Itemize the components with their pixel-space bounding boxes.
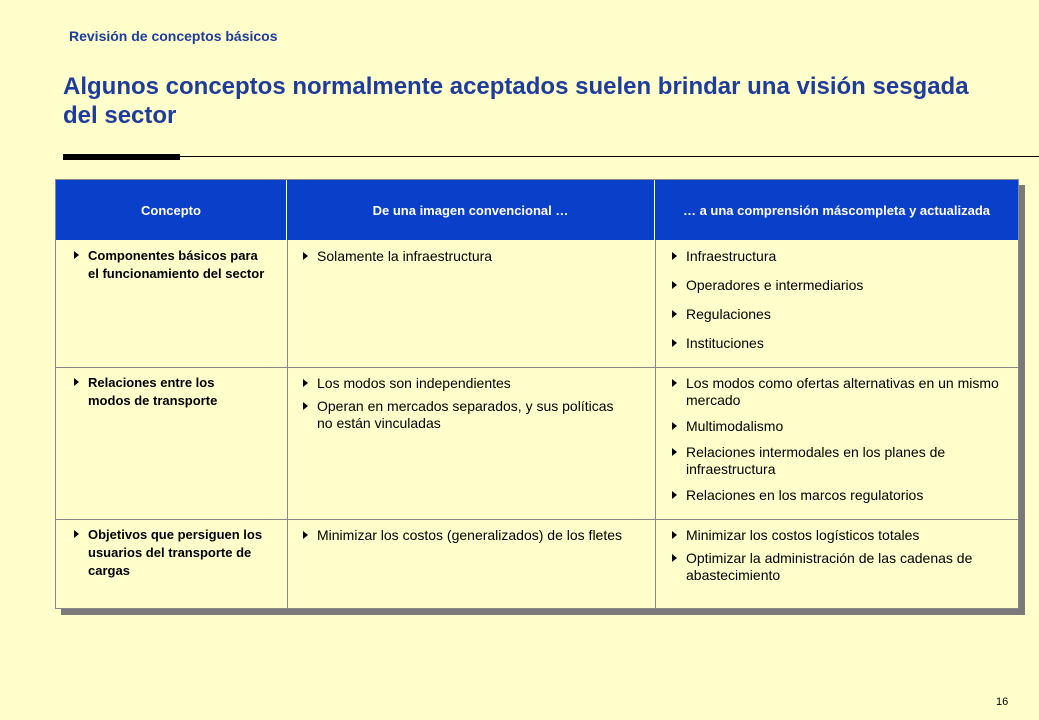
- list-item: Operadores e intermediarios: [668, 277, 1008, 294]
- list-item: Los modos son independientes: [299, 375, 629, 392]
- list-item: Optimizar la administración de las cadenas de abastecimiento: [668, 550, 1008, 584]
- row-divider: [56, 367, 1018, 368]
- table-row-1-concept: [70, 247, 270, 283]
- table-row-1-comprehensive: [668, 248, 1008, 352]
- row-divider: [56, 519, 1018, 520]
- list-item: Minimizar los costos (generalizados) de los fletes: [299, 527, 644, 544]
- column-header-concept: Concepto: [56, 180, 287, 240]
- table-row-2-comprehensive: [668, 375, 1013, 504]
- column-header-comprehensive-line2: completa y actualizada: [848, 202, 991, 218]
- list-item: Relaciones en los marcos regulatorios: [668, 487, 1013, 504]
- list-item: Infraestructura: [668, 248, 1008, 265]
- title-underline: [180, 156, 1039, 157]
- list-item: Minimizar los costos logísticos totales: [668, 527, 1008, 544]
- section-label: Revisión de conceptos básicos: [69, 28, 278, 44]
- table-row-3-concept: [70, 526, 270, 580]
- comparison-table: [55, 179, 1019, 609]
- list-item: Relaciones entre los modos de transporte: [70, 374, 260, 410]
- table-row-2-conventional: [299, 375, 629, 432]
- table-row-3-conventional: [299, 527, 644, 544]
- list-item: Operan en mercados separados, y sus políticas no están vinculadas: [299, 398, 629, 432]
- list-item: Instituciones: [668, 335, 1008, 352]
- list-item: Relaciones intermodales en los planes de infraestructura: [668, 444, 1013, 478]
- table-row-3-comprehensive: [668, 527, 1008, 584]
- list-item: Multimodalismo: [668, 418, 1013, 435]
- list-item: Objetivos que persiguen los usuarios del transporte de cargas: [70, 526, 270, 580]
- list-item: Regulaciones: [668, 306, 1008, 323]
- table-row-2-concept: [70, 374, 260, 410]
- column-divider: [655, 240, 656, 608]
- list-item: Solamente la infraestructura: [299, 248, 639, 265]
- page-title: Algunos conceptos normalmente aceptados suelen brindar una visión sesgada del sector: [63, 73, 969, 129]
- page-number: 16: [996, 696, 1009, 708]
- list-item: Los modos como ofertas alternativas en un mismo mercado: [668, 375, 1013, 409]
- column-header-conventional: De una imagen convencional …: [287, 180, 655, 240]
- column-header-comprehensive: [655, 180, 1018, 240]
- title-underline-accent: [63, 154, 180, 160]
- table-row-1-conventional: [299, 248, 639, 265]
- column-divider: [287, 240, 288, 608]
- column-header-comprehensive-line1: … a una comprensión más: [682, 202, 849, 218]
- list-item: Componentes básicos para el funcionamiento del sector: [70, 247, 270, 283]
